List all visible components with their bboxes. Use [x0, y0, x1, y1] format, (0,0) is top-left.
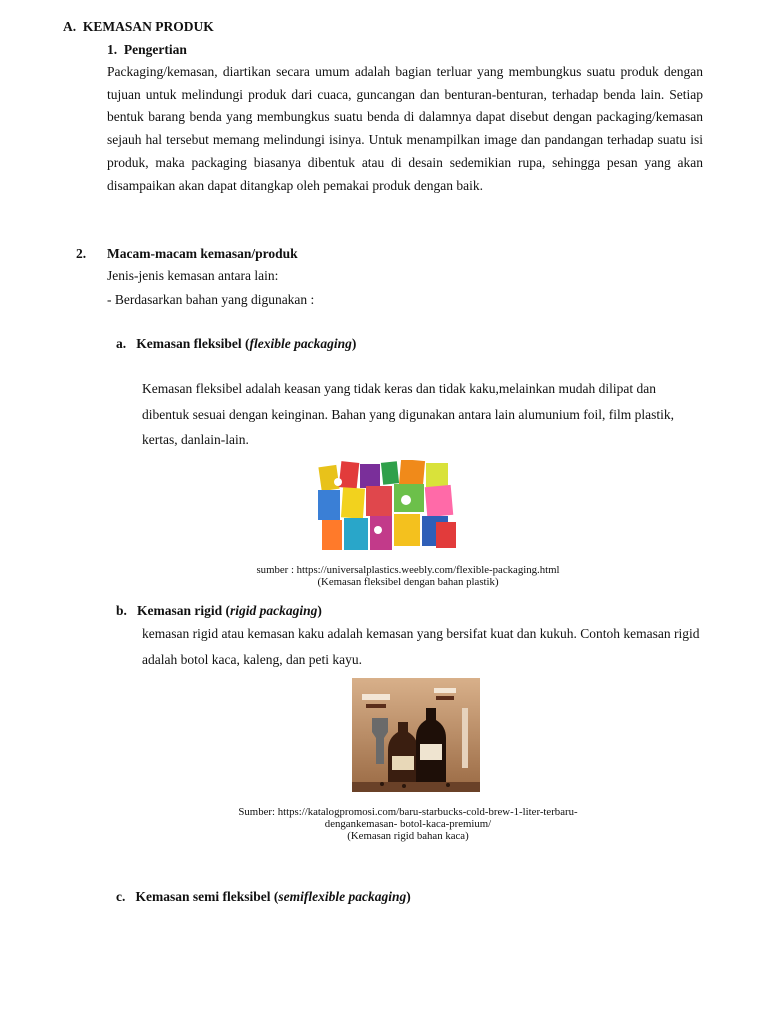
- item-c-title-italic: semiflexible packaging: [278, 889, 407, 904]
- item-c-title-post: ): [406, 889, 411, 904]
- item-a-paragraph: Kemasan fleksibel adalah keasan yang tidak keras dan tidak kaku,melainkan mudah dilipat dan dibentuk sesuai dengan keinginan. Bahan yang digunakan antara lain alumunium foil, film plastik, kertas, danlain-lain.: [142, 381, 674, 447]
- flexible-packaging-image: [318, 460, 460, 553]
- item-b-heading: [116, 604, 322, 618]
- rigid-packaging-image: [352, 678, 480, 792]
- item-a-title-italic: flexible packaging: [249, 336, 352, 351]
- item-b-source-line1: Sumber: https://katalogpromosi.com/baru-starbucks-cold-brew-1-liter-terbaru-: [238, 806, 578, 818]
- sub1-paragraph: Packaging/kemasan, diartikan secara umum adalah bagian terluar yang membungkus suatu produk dengan tujuan untuk melindungi produk dari cuaca, guncangan dan benturan-benturan, terhadap benda lain. Setiap bentuk barang benda yang membungkus suatu benda di dalamnya dapat disebut dengan packaging/kemasan sejauh hal tersebut memang melindungi isinya. Untuk menampilkan image dan pandangan terhadap suatu isi produk, maka packaging biasanya dibentuk atau di desain sedemikian rupa, sehingga pesan yang akan disampaikan akan dapat ditangkap oleh pemakai produk dengan baik.: [107, 64, 703, 193]
- item-c-letter: c.: [116, 889, 126, 904]
- item-a-heading: [116, 337, 356, 351]
- sub1-number: 1.: [107, 42, 118, 57]
- sub1-heading: [107, 43, 187, 57]
- item-b-letter: b.: [116, 603, 127, 618]
- item-b-source-line2: dengankemasan- botol-kaca-premium/: [324, 818, 492, 830]
- item-a-caption: (Kemasan fleksibel dengan bahan plastik): [317, 576, 499, 588]
- item-c-title-pre: Kemasan semi fleksibel (: [135, 889, 279, 904]
- item-b-title-post: ): [317, 603, 322, 618]
- sub2-line1: Jenis-jenis kemasan antara lain:: [107, 268, 279, 283]
- item-b-caption: (Kemasan rigid bahan kaca): [347, 830, 469, 842]
- section-letter: A.: [63, 19, 77, 34]
- item-b-title-pre: Kemasan rigid (: [137, 603, 231, 618]
- sub2-line2: - Berdasarkan bahan yang digunakan :: [107, 292, 315, 307]
- item-a-title-pre: Kemasan fleksibel (: [136, 336, 250, 351]
- sub1-title: Pengertian: [123, 42, 187, 57]
- item-a-title-post: ): [351, 336, 357, 351]
- item-b-title-italic: rigid packaging: [230, 603, 318, 618]
- sub2-number: 2.: [76, 246, 87, 261]
- item-a-source: sumber : https://universalplastics.weebly.com/flexible-packaging.html: [256, 564, 560, 576]
- item-c-heading: [116, 890, 411, 904]
- item-a-letter: a.: [116, 336, 127, 351]
- sub2-title: Macam-macam kemasan/produk: [107, 246, 298, 261]
- item-b-paragraph: kemasan rigid atau kemasan kaku adalah kemasan yang bersifat kuat dan kukuh. Contoh kemasan rigid adalah botol kaca, kaleng, dan peti kayu.: [142, 626, 700, 667]
- section-title: KEMASAN PRODUK: [82, 19, 214, 34]
- section-heading: [63, 20, 214, 34]
